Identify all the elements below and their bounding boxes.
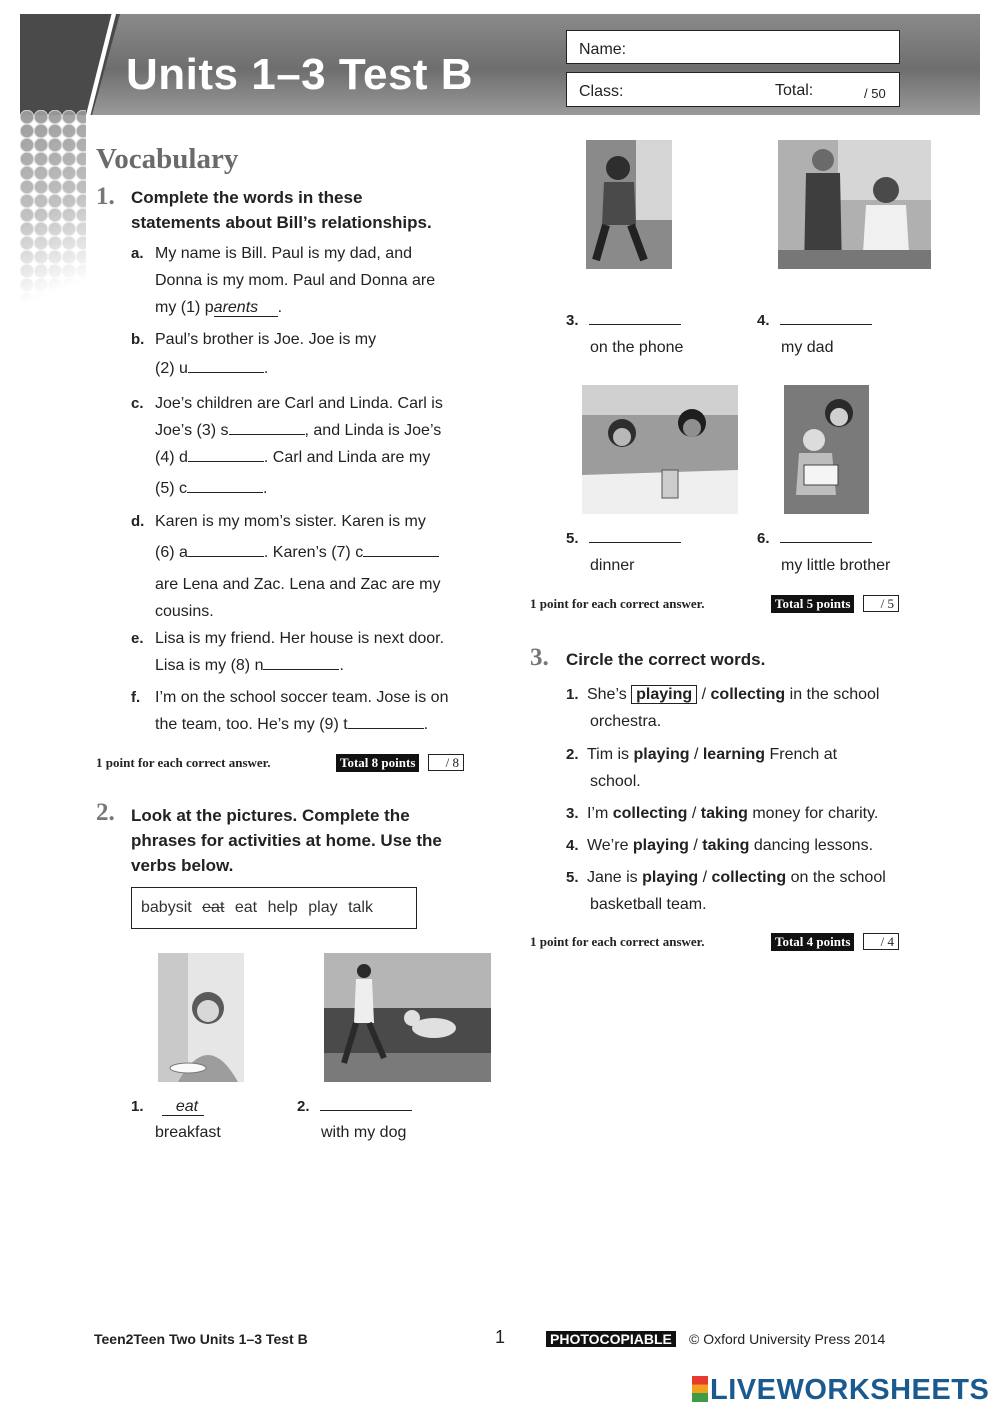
activity-phrase: dinner [590, 557, 635, 574]
question-number: 2. [96, 799, 115, 826]
item-number: 6. [757, 530, 770, 547]
item-line: the team, too. He’s my (9) t . [155, 711, 491, 738]
option-word[interactable]: collecting [711, 869, 787, 886]
verb: eat [234, 899, 258, 916]
score-box[interactable]: / 4 [863, 933, 899, 950]
activity-item-2 [297, 1093, 412, 1146]
option-word[interactable]: taking [700, 805, 748, 822]
item-line: Joe’s children are Carl and Linda. Carl is [155, 395, 443, 412]
option-word[interactable]: learning [702, 746, 766, 763]
verb: talk [348, 899, 373, 916]
item-line: I’m on the school soccer team. Jose is on [155, 689, 449, 706]
answer-blank[interactable] [188, 446, 264, 462]
circle-item-3: 3. I’m collecting / taking money for charity. [566, 805, 879, 822]
item-line: Joe’s (3) s , and Linda is Joe’s [155, 417, 491, 444]
activity-phrase: on the phone [590, 339, 684, 356]
answer-blank[interactable] [188, 541, 264, 557]
item-line: (6) a . Karen’s (7) c [155, 535, 491, 571]
option-word[interactable]: playing [642, 869, 699, 886]
item-number: 4. [566, 837, 579, 854]
item-line: (5) c . [155, 471, 491, 507]
photo-babysitting-brother [784, 385, 869, 514]
circle-item-2: 2. Tim is playing / learning French at school. [566, 741, 926, 795]
item-line: school. [590, 773, 641, 790]
item-b [131, 326, 491, 385]
point-note: 1 point for each correct answer. [96, 755, 271, 770]
item-line: my (1) parents . [155, 299, 283, 316]
name-label: Name: [579, 41, 627, 58]
prompt-line: verbs below. [131, 856, 234, 875]
item-number: 1. [131, 1098, 144, 1115]
option-word[interactable]: collecting [710, 686, 786, 703]
option-word[interactable]: playing [632, 837, 689, 854]
page-title: Units 1–3 Test B [126, 50, 474, 99]
item-line: My name is Bill. Paul is my dad, and [155, 245, 412, 262]
question-number: 1. [96, 183, 115, 210]
item-line: are Lena and Zac. Lena and Zac are my [155, 576, 441, 593]
item-number: 2. [566, 746, 579, 763]
photo-couple-dinner [582, 385, 738, 514]
answer-blank[interactable] [187, 477, 263, 493]
class-label: Class: [579, 83, 624, 100]
question-number: 3. [530, 644, 549, 671]
footer-book-title: Teen2Teen Two Units 1–3 Test B [94, 1331, 308, 1347]
answer-blank[interactable] [589, 527, 681, 543]
circle-item-4: 4. We’re playing / taking dancing lessons. [566, 837, 874, 854]
answer-blank[interactable] [780, 527, 872, 543]
question-prompt [131, 185, 432, 235]
item-letter: b. [131, 331, 145, 348]
item-number: 1. [566, 686, 579, 703]
item-letter: f. [131, 689, 141, 706]
item-a [131, 240, 491, 321]
answer-blank[interactable] [188, 357, 264, 373]
item-letter: c. [131, 395, 144, 412]
answer-blank[interactable]: eat [162, 1097, 204, 1116]
decorative-dots [20, 110, 86, 330]
answer-blank[interactable] [363, 541, 439, 557]
item-f [131, 684, 491, 738]
item-d [131, 508, 491, 625]
item-letter: e. [131, 630, 144, 647]
answer-blank[interactable]: arents [214, 298, 278, 317]
photo-boy-helping-dad [778, 140, 931, 269]
activity-item-1 [131, 1093, 221, 1146]
total-label: Total: [775, 82, 814, 99]
photo-boy-on-phone [586, 140, 672, 269]
item-line: cousins. [155, 603, 214, 620]
item-line: Lisa is my friend. Her house is next door. [155, 630, 445, 647]
item-line: Karen is my mom’s sister. Karen is my [155, 513, 426, 530]
activity-phrase: my little brother [781, 557, 891, 574]
item-line: Donna is my mom. Paul and Donna are [155, 272, 436, 289]
point-note: 1 point for each correct answer. [530, 934, 705, 949]
activity-phrase: with my dog [321, 1124, 407, 1141]
total-score: / 50 [864, 86, 886, 101]
prompt-line: phrases for activities at home. Use the [131, 831, 442, 850]
circle-item-5: 5. Jane is playing / collecting on the school basketball team. [566, 864, 926, 918]
option-word-circled[interactable]: playing [631, 685, 697, 704]
item-number: 3. [566, 805, 579, 822]
liveworksheets-logo: LIVEWORKSHEETS [692, 1374, 989, 1407]
total-points-badge: Total 5 points [771, 595, 854, 613]
item-line: orchestra. [590, 713, 662, 730]
item-letter: d. [131, 513, 145, 530]
item-line: Lisa is my (8) n . [155, 652, 491, 679]
liveworksheets-icon [692, 1376, 708, 1402]
verb-bank [131, 887, 417, 929]
score-box[interactable]: / 5 [863, 595, 899, 612]
item-line: basketball team. [590, 896, 707, 913]
answer-blank[interactable] [229, 419, 305, 435]
item-letter: a. [131, 245, 144, 262]
item-line: (2) u . [155, 353, 491, 385]
verb: babysit [141, 899, 192, 916]
circle-item-1: 1. She’s playing / collecting in the school orchestra. [566, 681, 926, 735]
activity-item-4 [757, 307, 872, 361]
answer-blank[interactable] [780, 309, 872, 325]
answer-blank[interactable] [348, 713, 424, 729]
activity-phrase: breakfast [155, 1124, 221, 1141]
score-box[interactable]: / 8 [428, 754, 464, 771]
verb: play [308, 899, 338, 916]
prompt-line: Look at the pictures. Complete the [131, 806, 410, 825]
item-number: 5. [566, 869, 579, 886]
page-number: 1 [495, 1327, 506, 1347]
photo-girl-with-dog [324, 953, 491, 1082]
item-number: 5. [566, 530, 579, 547]
name-field[interactable] [566, 30, 900, 64]
verb-used: eat [202, 899, 225, 916]
class-field[interactable] [566, 72, 900, 107]
question-prompt [131, 803, 442, 878]
section-title: Vocabulary [96, 143, 239, 175]
answer-blank[interactable] [320, 1095, 412, 1111]
total-points-badge: Total 8 points [336, 754, 419, 772]
verb: help [267, 899, 298, 916]
item-line: Paul’s brother is Joe. Joe is my [155, 331, 377, 348]
total-points-badge: Total 4 points [771, 933, 854, 951]
answer-blank[interactable] [263, 654, 339, 670]
option-word[interactable]: taking [702, 837, 750, 854]
item-number: 4. [757, 312, 770, 329]
item-c [131, 390, 491, 507]
item-number: 2. [297, 1098, 310, 1115]
item-e [131, 625, 491, 679]
photo-girl-eating-breakfast [158, 953, 244, 1082]
photocopiable-badge: PHOTOCOPIABLE [546, 1331, 676, 1347]
option-word[interactable]: playing [633, 746, 690, 763]
option-word[interactable]: collecting [612, 805, 688, 822]
item-number: 3. [566, 312, 579, 329]
activity-phrase: my dad [781, 339, 834, 356]
answer-blank[interactable] [589, 309, 681, 325]
prompt-line: statements about Bill’s relationships. [131, 213, 432, 232]
activity-item-5 [566, 525, 681, 579]
item-line: (4) d . Carl and Linda are my [155, 444, 491, 471]
copyright: © Oxford University Press 2014 [689, 1331, 886, 1347]
point-note: 1 point for each correct answer. [530, 596, 705, 611]
question-prompt: Circle the correct words. [566, 650, 766, 669]
activity-item-6 [757, 525, 890, 579]
activity-item-3 [566, 307, 683, 361]
prompt-line: Complete the words in these [131, 188, 363, 207]
